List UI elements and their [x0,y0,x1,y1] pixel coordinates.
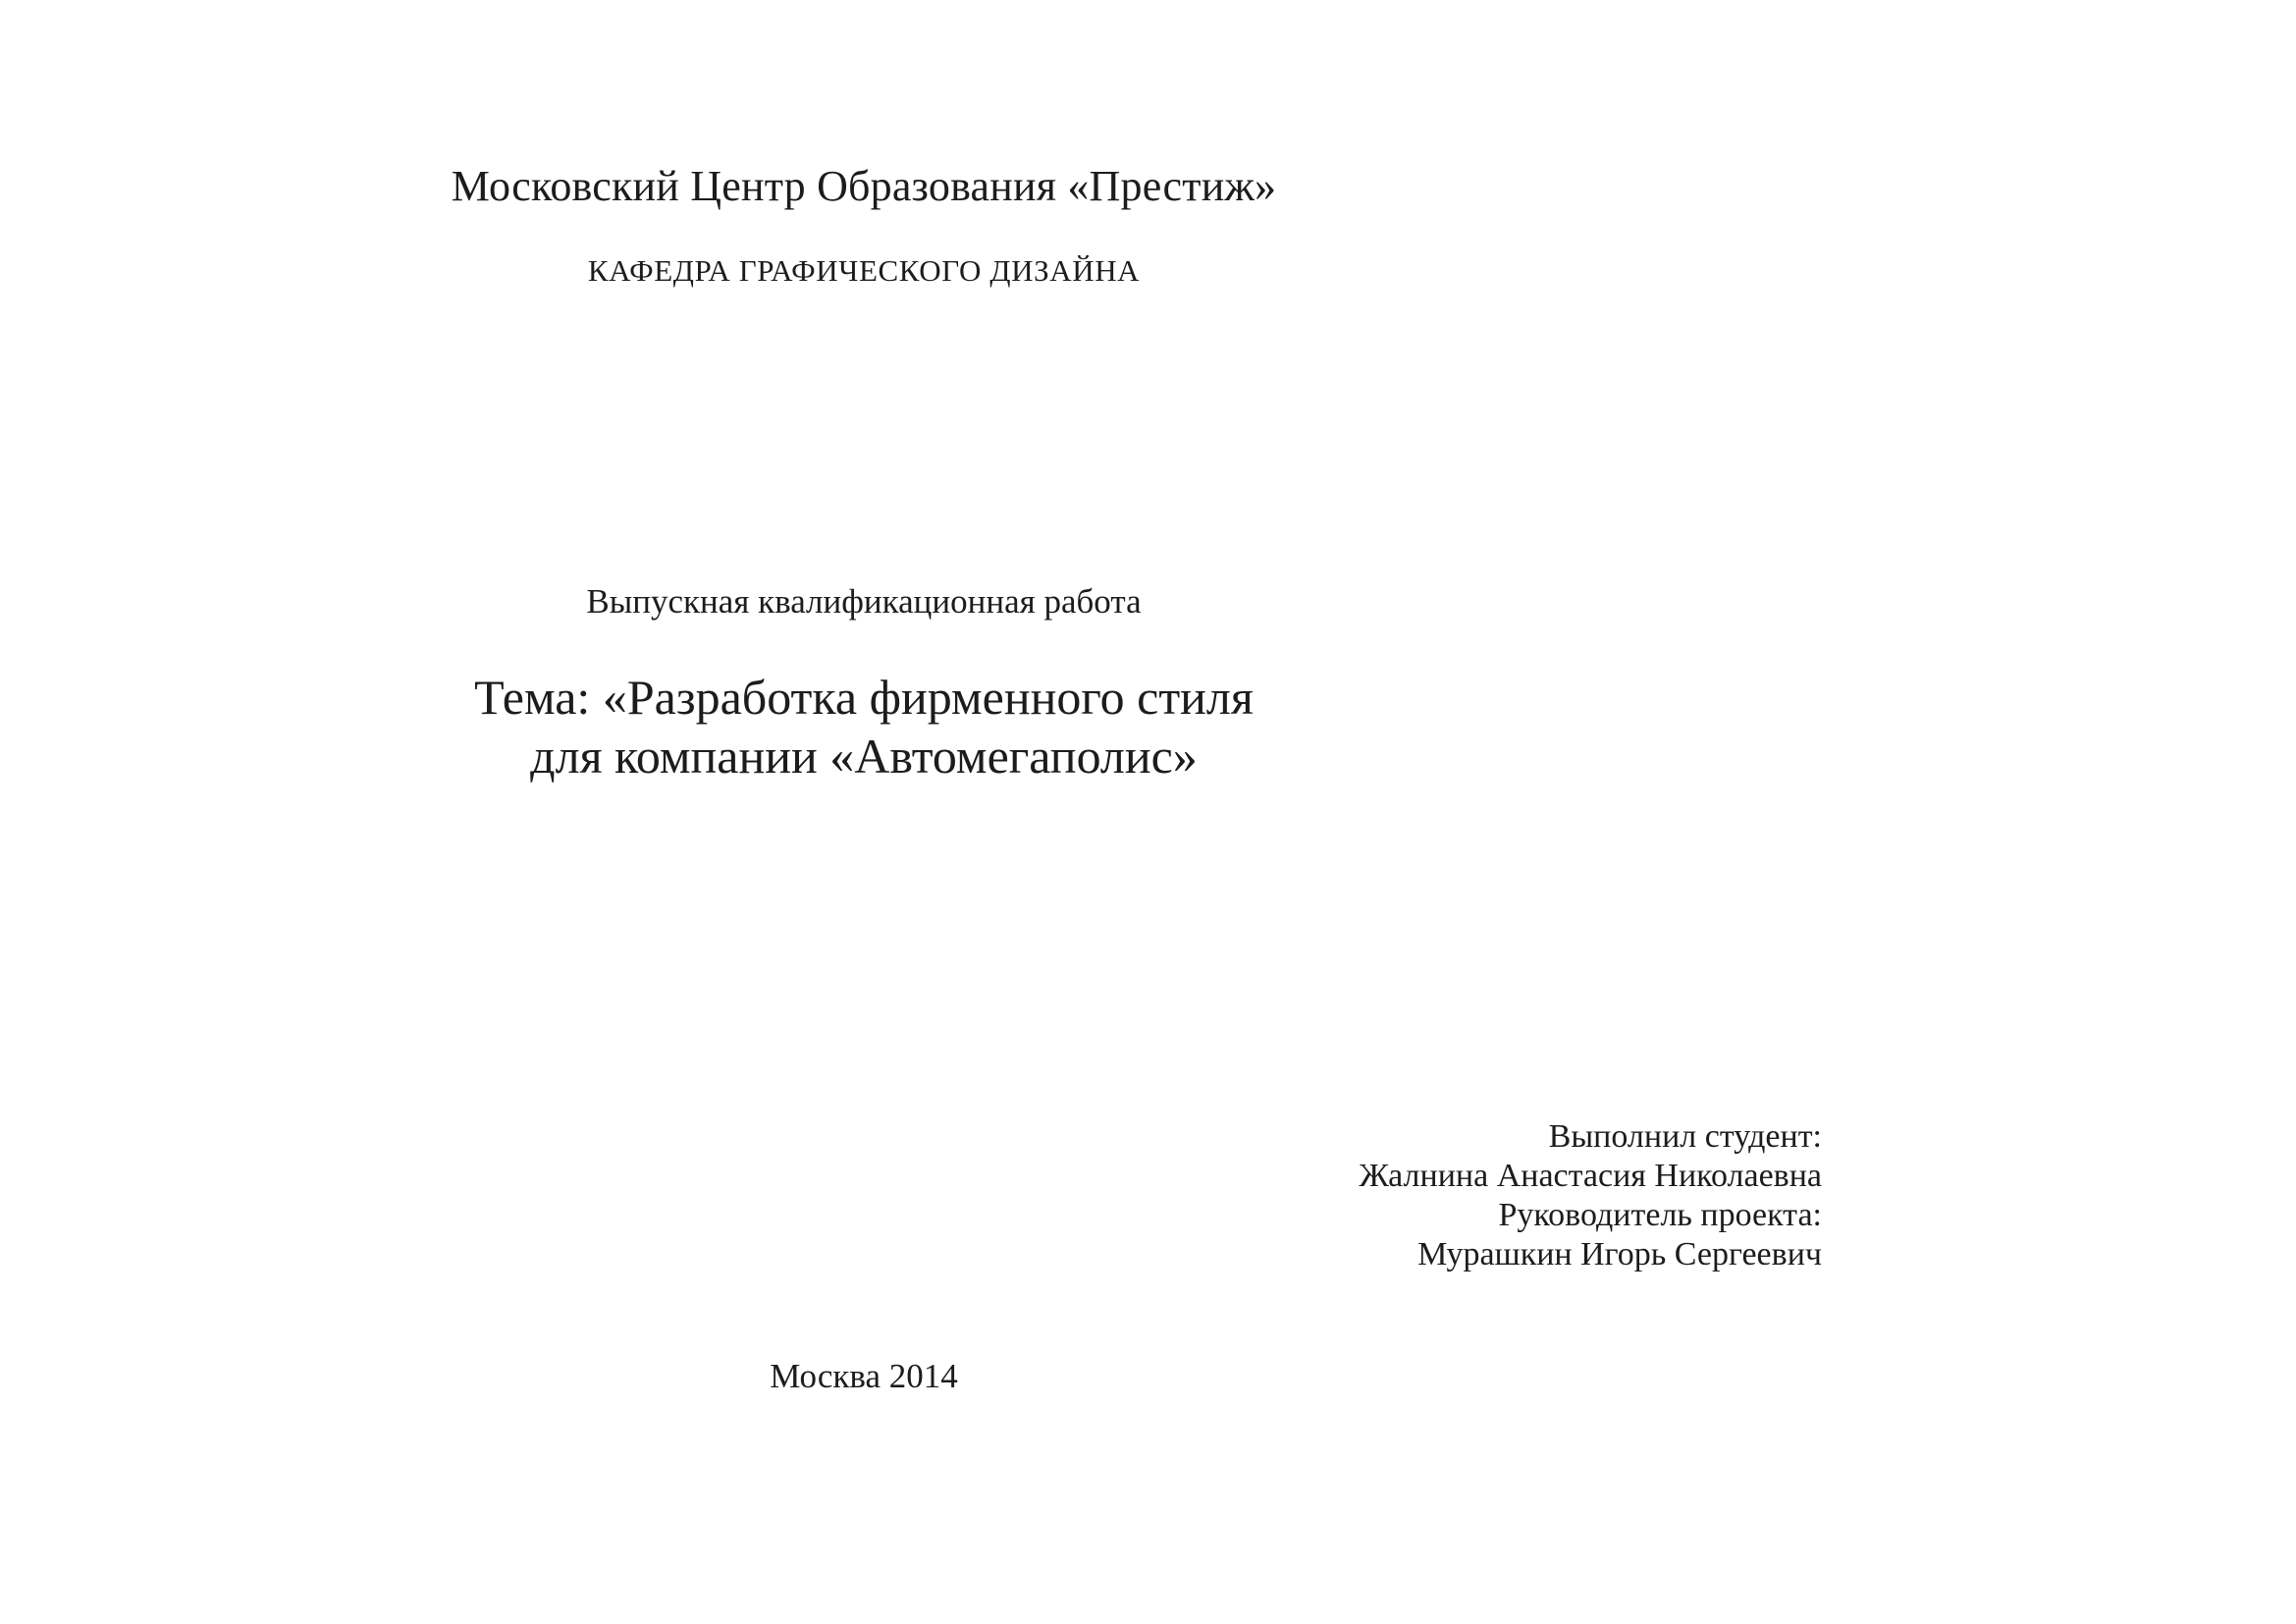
student-label: Выполнил студент: [1548,1118,1822,1155]
topic-line-2: для компании «Автомегаполис» [530,729,1198,784]
supervisor-label: Руководитель проекта: [1498,1197,1822,1233]
credits-block [1360,1117,1822,1274]
work-type: Выпускная квалификационная работа [586,582,1142,621]
institution-name: Московский Центр Образования «Престиж» [451,162,1277,210]
department-name: КАФЕДРА ГРАФИЧЕСКОГО ДИЗАЙНА [587,253,1141,288]
student-name: Жалнина Анастасия Николаевна [1359,1158,1822,1194]
supervisor-name: Мурашкин Игорь Сергеевич [1417,1236,1822,1272]
city-year: Москва 2014 [770,1357,958,1395]
topic-line-1: Тема: «Разработка фирменного стиля [474,670,1254,725]
thesis-topic [0,668,1728,785]
